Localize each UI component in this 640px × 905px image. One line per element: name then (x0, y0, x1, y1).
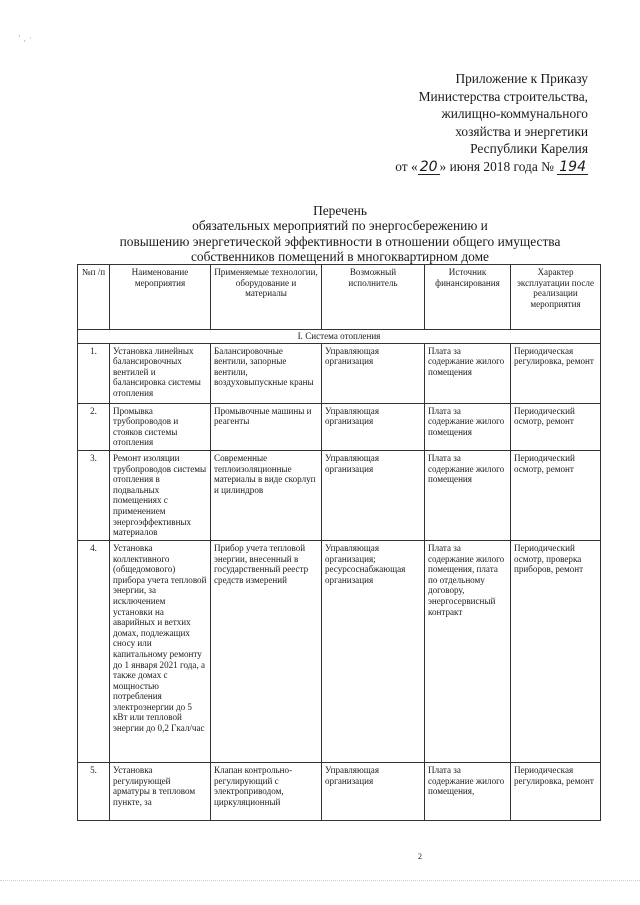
cell-funding: Плата за содержание жилого помещения (425, 403, 511, 450)
table-row (78, 403, 601, 450)
date-middle: » июня 2018 года № (439, 158, 554, 174)
cell-number: 1. (78, 343, 110, 403)
cell-measure: Установка коллективного (общедомового) прибора учета тепловой энергии, за исключением установки на аварийных и ветхих домах, подлежащих сносу или капитальному ремонту до 1 января 2021 года, а также домах с мощностью потребления электроэнергии до 5 кВт или тепловой энергии до 0,2 Гкал/час (110, 540, 211, 762)
cell-executor: Управляющая организация (322, 343, 425, 403)
cell-operation: Периодический осмотр, проверка приборов, ремонт (511, 540, 601, 762)
cell-measure: Установка регулирующей арматуры в тепловом пункте, за (110, 762, 211, 820)
table-row (78, 540, 601, 762)
cell-funding: Плата за содержание жилого помещения (425, 343, 511, 403)
cell-executor: Управляющая организация (322, 450, 425, 540)
measures-table (77, 264, 601, 821)
header-line: Министерства строительства, (418, 88, 588, 104)
appendix-header (288, 70, 588, 176)
section-title: I. Система отопления (78, 330, 601, 344)
cell-funding: Плата за содержание жилого помещения, плата по отдельному договору, энергосервисный контракт (425, 540, 511, 762)
cell-number: 4. (78, 540, 110, 762)
header-date-line (288, 158, 588, 176)
date-prefix: от « (395, 158, 418, 174)
title-line: обязательных мероприятий по энергосбережению и (192, 218, 488, 234)
title-line: Перечень (313, 203, 367, 218)
header-line: Республики Карелия (470, 141, 588, 157)
column-header-measure: Наименование мероприятия (110, 265, 211, 330)
header-line: жилищно-коммунального (441, 106, 588, 122)
section-row (78, 330, 601, 344)
title-line: собственников помещений в многоквартирном доме (190, 249, 490, 265)
cell-operation: Периодическая регулировка, ремонт (511, 762, 601, 820)
handwritten-day: 20 (419, 158, 438, 175)
scan-artifact-line (0, 880, 640, 883)
cell-technology: Современные теплоизоляционные материалы в виде скорлуп и цилиндров (211, 450, 322, 540)
table-header-row (78, 265, 601, 330)
header-line: хозяйства и энергетики (455, 123, 588, 139)
cell-number: 2. (78, 403, 110, 450)
cell-executor: Управляющая организация (322, 403, 425, 450)
cell-executor: Управляющая организация (322, 762, 425, 820)
cell-executor: Управляющая организация; ресурсоснабжающая организация (322, 540, 425, 762)
cell-technology: Клапан контрольно-регулирующий с электроприводом, циркуляционный (211, 762, 322, 820)
column-header-funding: Источник финансирования (425, 265, 511, 330)
table-row (78, 450, 601, 540)
document-title (60, 203, 620, 265)
cell-operation: Периодический осмотр, ремонт (511, 450, 601, 540)
table-row (78, 762, 601, 820)
page-number: 2 (418, 852, 422, 861)
cell-funding: Плата за содержание жилого помещения, (425, 762, 511, 820)
cell-technology: Промывочные машины и реагенты (211, 403, 322, 450)
handwritten-number: 194 (559, 158, 586, 175)
scan-artifact: ' , · (18, 34, 32, 44)
cell-number: 3. (78, 450, 110, 540)
cell-number: 5. (78, 762, 110, 820)
cell-operation: Периодический осмотр, ремонт (511, 403, 601, 450)
title-line: повышению энергетической эффективности в отношении общего имущества (119, 233, 561, 249)
column-header-executor: Возможный исполнитель (322, 265, 425, 330)
cell-measure: Промывка трубопроводов и стояков системы отопления (110, 403, 211, 450)
cell-technology: Балансировочные вентили, запорные вентили, воздуховыпускные краны (211, 343, 322, 403)
header-line: Приложение к Приказу (455, 71, 588, 86)
table-row (78, 343, 601, 403)
cell-measure: Ремонт изоляции трубопроводов системы отопления в подвальных помещениях с применением энергоэффективных материалов (110, 450, 211, 540)
cell-operation: Периодическая регулировка, ремонт (511, 343, 601, 403)
column-header-operation: Характер эксплуатации после реализации мероприятия (511, 265, 601, 330)
column-header-technology: Применяемые технологии, оборудование и материалы (211, 265, 322, 330)
column-header-number: №п /п (78, 265, 110, 330)
cell-technology: Прибор учета тепловой энергии, внесенный в государственный реестр средств измерений (211, 540, 322, 762)
cell-measure: Установка линейных балансировочных вентилей и балансировка системы отопления (110, 343, 211, 403)
cell-funding: Плата за содержание жилого помещения (425, 450, 511, 540)
